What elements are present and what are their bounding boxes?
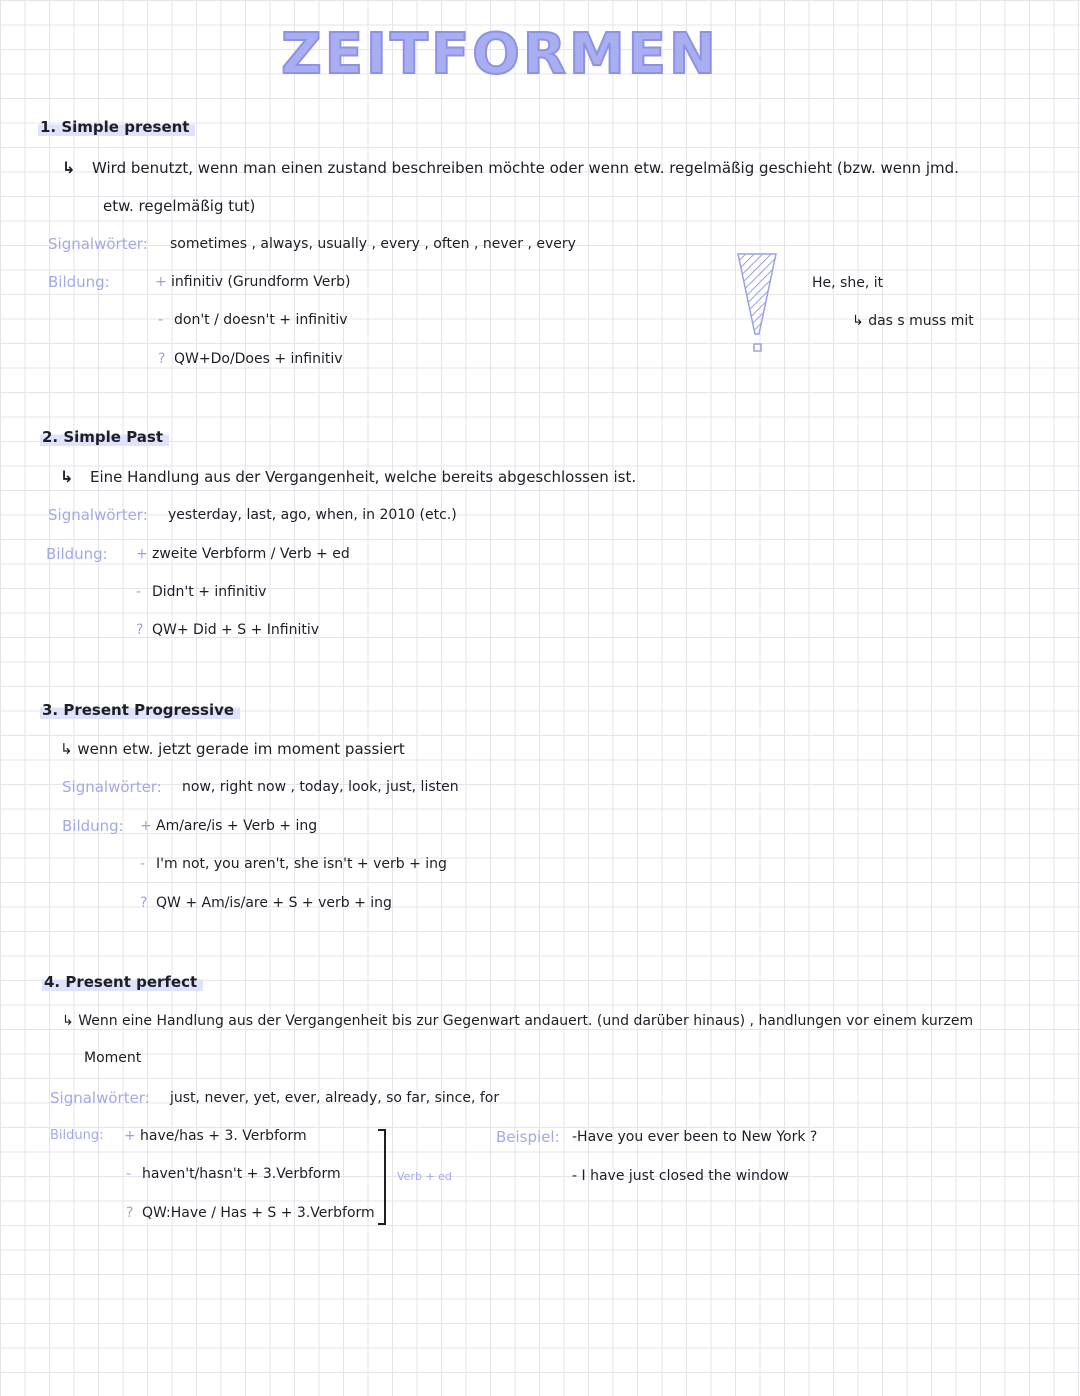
arrow-icon: ↳ [62,1013,79,1029]
bracket-note: Verb + ed [397,1170,452,1183]
section-description: ↳ Wenn eine Handlung aus der Vergangenheit bis zur Gegenwart andauert. (und darüber hinaus) , handlungen vor einem kurzem [62,1013,974,1029]
bildung-label: Bildung: [50,1128,104,1143]
bildung-row: - I'm not, you aren't, she isn't + verb + ing [140,856,447,872]
section-description-cont: Moment [84,1050,142,1066]
signal-label: Signalwörter: [50,1089,150,1107]
signal-words: yesterday, last, ago, when, in 2010 (etc.) [168,507,457,523]
arrow-icon: ↳ [60,467,74,486]
bracket-icon [378,1129,386,1225]
section-description: ↳ Wird benutzt, wenn man einen zustand beschreiben möchte oder wenn etw. regelmäßig geschieht (bzw. wenn jmd. [62,158,959,177]
section-description: ↳ Eine Handlung aus der Vergangenheit, welche bereits abgeschlossen ist. [60,467,637,486]
bildung-row: - don't / doesn't + infinitiv [158,312,348,328]
section-description-cont: etw. regelmäßig tut) [103,197,256,215]
bildung-row: ? QW + Am/is/are + S + verb + ing [140,895,392,911]
signal-label: Signalwörter: [48,506,148,524]
bildung-row: ? QW+ Did + S + Infinitiv [136,622,319,638]
bildung-label: Bildung: [48,273,110,291]
signal-words: now, right now , today, look, just, listen [182,779,459,795]
page-title: ZEITFORMEN [281,22,719,87]
bildung-label: Bildung: [46,545,108,563]
bildung-row: + have/has + 3. Verbform [124,1128,307,1144]
note-text: He, she, it [812,275,884,291]
signal-words: just, never, yet, ever, already, so far, since, for [170,1090,500,1106]
bildung-row: ? QW:Have / Has + S + 3.Verbform [126,1205,375,1221]
bildung-row: + zweite Verbform / Verb + ed [136,546,350,562]
bildung-row: - Didn't + infinitiv [136,584,267,600]
arrow-icon: ↳ [60,740,78,758]
beispiel-label: Beispiel: [496,1128,560,1146]
note-text: ↳ das s muss mit [852,313,974,329]
bildung-row: + infinitiv (Grundform Verb) [155,274,351,290]
section-heading: 3. Present Progressive [40,701,240,719]
bildung-row: ? QW+Do/Does + infinitiv [158,351,343,367]
bildung-row: - haven't/hasn't + 3.Verbform [126,1166,341,1182]
signal-label: Signalwörter: [62,778,162,796]
section-heading: 1. Simple present [38,118,195,136]
example-sentence: - I have just closed the window [572,1168,789,1184]
signal-words: sometimes , always, usually , every , often , never , every [170,236,576,252]
section-description: ↳ wenn etw. jetzt gerade im moment passiert [60,740,405,758]
example-sentence: -Have you ever been to New York ? [572,1129,818,1145]
arrow-icon: ↳ [852,313,869,329]
bildung-label: Bildung: [62,817,124,835]
section-heading: 4. Present perfect [42,973,203,991]
bildung-row: + Am/are/is + Verb + ing [140,818,318,834]
section-heading: 2. Simple Past [40,428,169,446]
signal-label: Signalwörter: [48,235,148,253]
arrow-icon: ↳ [62,158,76,177]
exclamation-icon [732,250,782,358]
